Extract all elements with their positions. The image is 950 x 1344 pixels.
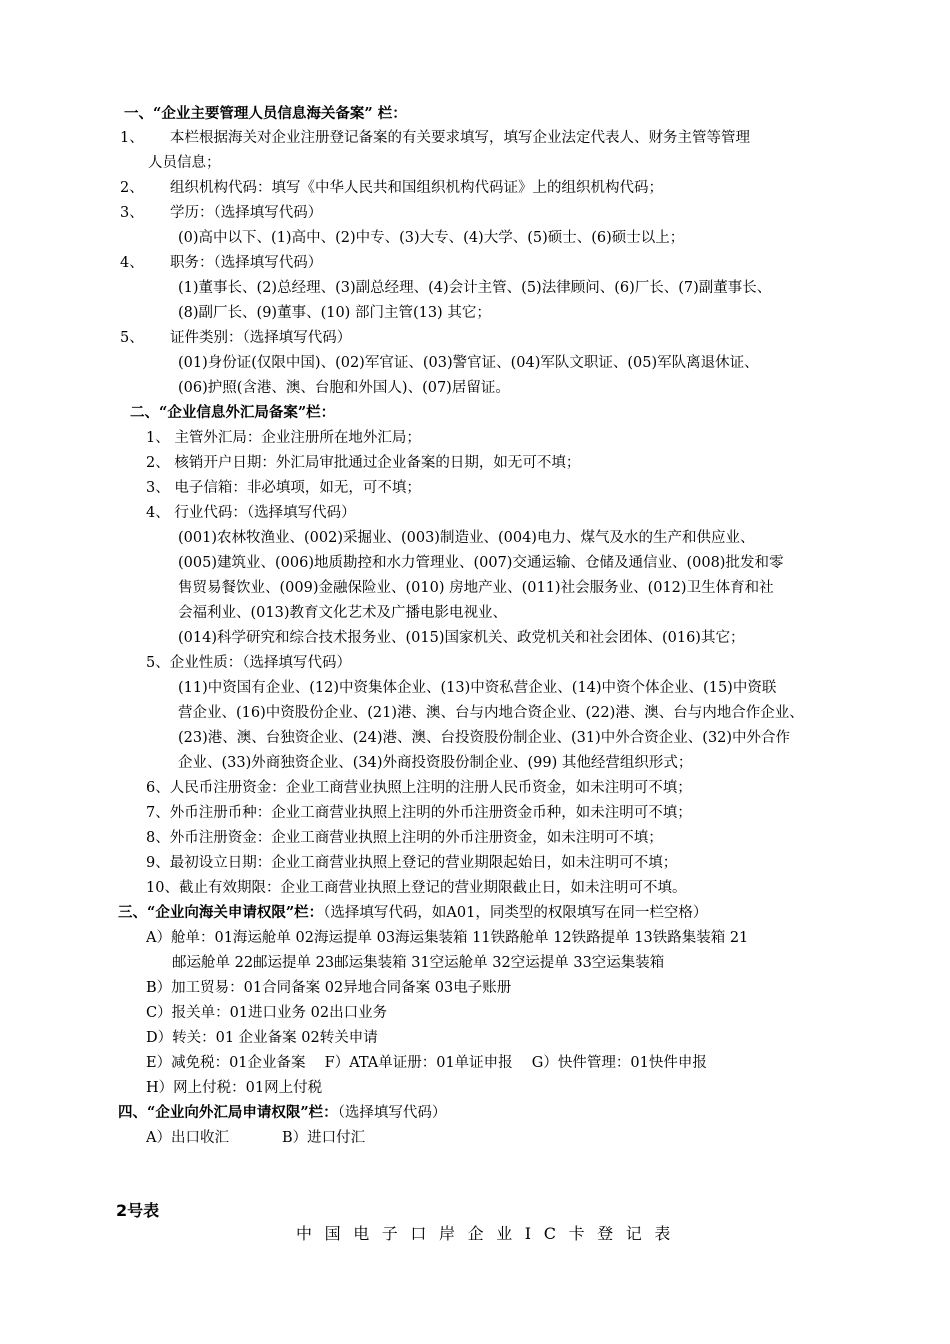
s2-item-1: 1、 主管外汇局：企业注册所在地外汇局； [146, 430, 421, 446]
s1-item-5-number: 5、 [120, 330, 144, 346]
section-3-heading: 三、“企业向海关申请权限”栏： [118, 904, 324, 921]
s3-item-h: H）网上付税：01网上付税 [146, 1080, 323, 1096]
section-4-heading: 四、“企业向外汇局申请权限”栏： [118, 1104, 338, 1121]
s2-item-5-codes-line-4: 企业、(33)外商独资企业、(34)外商投资股份制企业、(99) 其他经营组织形式； [178, 755, 693, 771]
s2-item-4-codes-line-3: 售贸易餐饮业、(009)金融保险业、(010) 房地产业、(011)社会服务业、(012)卫生体育和社 [178, 580, 774, 596]
s3-item-a-line-2: 邮运舱单 22邮运提单 23邮运集装箱 31空运舱单 32空运提单 33空运集装箱 [172, 955, 665, 971]
s1-item-4-codes-line-1: (1)董事长、(2)总经理、(3)副总经理、(4)会计主管、(5)法律顾问、(6)厂长、(7)副董事长、 [178, 280, 772, 296]
s2-item-5-codes-line-3: (23)港、澳、台独资企业、(24)港、澳、台投资股份制企业、(31)中外合资企业、(32)中外合作 [178, 730, 791, 746]
s2-item-4: 4、 行业代码：（选择填写代码） [146, 505, 356, 521]
s1-item-3-number: 3、 [120, 205, 144, 221]
section-3-heading-line [118, 903, 707, 923]
s1-item-1-number: 1、 [120, 130, 144, 146]
s1-item-1-text: 本栏根据海关对企业注册登记备案的有关要求填写，填写企业法定代表人、财务主管等管理 [170, 130, 750, 146]
s1-item-5-codes-line-2: (06)护照(含港、澳、台胞和外国人)、(07)居留证。 [178, 380, 510, 396]
s3-item-a-line-1: A）舱单：01海运舱单 02海运提单 03海运集装箱 11铁路舱单 12铁路提单 13铁路集装箱 21 [146, 930, 749, 946]
s3-item-efg: E）减免税：01企业备案 F）ATA单证册：01单证申报 G）快件管理：01快件申报 [146, 1055, 707, 1071]
s2-item-4-codes-line-2: (005)建筑业、(006)地质勘控和水力管理业、(007)交通运输、仓储及通信业、(008)批发和零 [178, 555, 784, 571]
section-2-heading: 二、“企业信息外汇局备案”栏： [130, 404, 336, 421]
s1-item-4-codes-line-2: (8)副厂长、(9)董事、(10) 部门主管(13) 其它； [178, 305, 491, 321]
s2-item-2: 2、 核销开户日期：外汇局审批通过企业备案的日期，如无可不填； [146, 455, 581, 471]
s2-item-4-codes-line-1: (001)农林牧渔业、(002)采掘业、(003)制造业、(004)电力、煤气及水的生产和供应业、 [178, 530, 755, 546]
s2-item-3: 3、 电子信箱：非必填项，如无，可不填； [146, 480, 421, 496]
s1-item-4-text: 职务：（选择填写代码） [170, 255, 323, 271]
s1-item-2-text: 组织机构代码：填写《中华人民共和国组织机构代码证》上的组织机构代码； [170, 180, 663, 196]
s1-item-5-text: 证件类别：（选择填写代码） [170, 330, 352, 346]
section-3-note: （选择填写代码，如A01，同类型的权限填写在同一栏空格） [323, 905, 708, 921]
s4-item-b: B）进口付汇 [282, 1130, 366, 1146]
s1-item-1-continuation: 人员信息； [148, 155, 221, 171]
s4-item-a: A）出口收汇 [146, 1130, 229, 1146]
table-2-title: 中国电子口岸企业IC卡登记表 [296, 1224, 683, 1243]
s2-item-8: 8、外币注册资金：企业工商营业执照上注明的外币注册资金，如未注明可不填； [146, 830, 663, 846]
section-1-heading: 一、“企业主要管理人员信息海关备案” 栏： [124, 105, 407, 122]
s2-item-10: 10、截止有效期限：企业工商营业执照上登记的营业期限截止日，如未注明可不填。 [146, 880, 687, 896]
s2-item-4-codes-line-4: 会福利业、(013)教育文化艺术及广播电影电视业、 [178, 605, 507, 621]
s2-item-7: 7、外币注册币种：企业工商营业执照上注明的外币注册资金币种，如未注明可不填； [146, 805, 692, 821]
section-4-heading-line [118, 1103, 446, 1123]
s2-item-5-codes-line-1: (11)中资国有企业、(12)中资集体企业、(13)中资私营企业、(14)中资个体企业、(15)中资联 [178, 680, 777, 696]
s1-item-3-text: 学历：（选择填写代码） [170, 205, 323, 221]
s1-item-3-codes: (0)高中以下、(1)高中、(2)中专、(3)大专、(4)大学、(5)硕士、(6)硕士以上； [178, 230, 685, 246]
s1-item-5-codes-line-1: (01)身份证(仅限中国)、(02)军官证、(03)警官证、(04)军队文职证、(05)军队离退休证、 [178, 355, 759, 371]
s2-item-5-codes-line-2: 营企业、(16)中资股份企业、(21)港、澳、台与内地合资企业、(22)港、澳、台与内地合作企业、 [178, 705, 804, 721]
s3-item-b: B）加工贸易：01合同备案 02异地合同备案 03电子账册 [146, 980, 512, 996]
s3-item-c: C）报关单：01进口业务 02出口业务 [146, 1005, 388, 1021]
s1-item-4-number: 4、 [120, 255, 144, 271]
s2-item-5: 5、企业性质：（选择填写代码） [146, 655, 351, 671]
s1-item-2-number: 2、 [120, 180, 144, 196]
s3-item-d: D）转关：01 企业备案 02转关申请 [146, 1030, 378, 1046]
section-4-note: （选择填写代码） [337, 1105, 447, 1121]
s2-item-9: 9、最初设立日期：企业工商营业执照上登记的营业期限起始日，如未注明可不填； [146, 855, 678, 871]
table-2-label: 2号表 [116, 1201, 160, 1220]
s2-item-6: 6、人民币注册资金：企业工商营业执照上注明的注册人民币资金，如未注明可不填； [146, 780, 692, 796]
s2-item-4-codes-line-5: (014)科学研究和综合技术报务业、(015)国家机关、政党机关和社会团体、(016)其它； [178, 630, 745, 646]
